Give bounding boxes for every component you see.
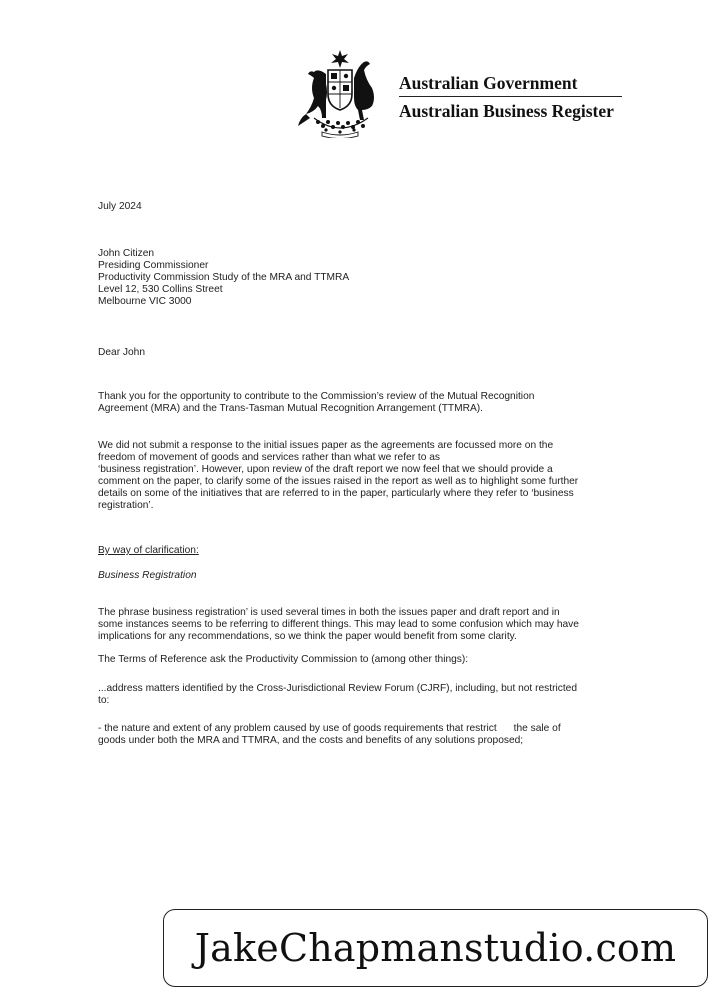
paragraph-terms-of-reference: The Terms of Reference ask the Productivity Commission to (among other things): bbox=[98, 654, 469, 665]
letterhead-divider bbox=[399, 96, 622, 97]
paragraph-line: ...address matters identified by the Cross-Jurisdictional Review Forum (CJRF), including, but not restricted bbox=[98, 683, 577, 694]
heading-clarification: By way of clarification: bbox=[98, 545, 199, 556]
letterhead-text bbox=[399, 72, 625, 122]
paragraph-line: The phrase business registration’ is used several times in both the issues paper and draft report and in bbox=[98, 607, 560, 618]
paragraph-line: details on some of the initiatives that are referred to in the paper, particularly where they refer to ‘business bbox=[98, 488, 574, 499]
commonwealth-coat-of-arms-icon bbox=[292, 48, 388, 138]
watermark-badge bbox=[163, 909, 708, 987]
letter-date: July 2024 bbox=[98, 201, 142, 212]
paragraph-line: some instances seems to be referring to different things. This may lead to some confusion which may have bbox=[98, 619, 579, 630]
paragraph-line: ‘business registration’. However, upon review of the draft report we now feel that we should provide a bbox=[98, 464, 553, 475]
paragraph-cjrf bbox=[98, 683, 628, 707]
paragraph-line: - the nature and extent of any problem caused by use of goods requirements that restrict the sale of bbox=[98, 723, 561, 734]
paragraph-line: Thank you for the opportunity to contribute to the Commission’s review of the Mutual Recognition bbox=[98, 391, 535, 402]
paragraph-intro bbox=[98, 391, 628, 415]
salutation: Dear John bbox=[98, 347, 146, 358]
paragraph-line: to: bbox=[98, 695, 110, 706]
paragraph-line: goods under both the MRA and TTMRA, and the costs and benefits of any solutions proposed; bbox=[98, 735, 524, 746]
paragraph-line: comment on the paper, to clarify some of the issues raised in the report as well as to highlight some further bbox=[98, 476, 579, 487]
agency-name: Australian Business Register bbox=[399, 101, 614, 122]
address-line: Presiding Commissioner bbox=[98, 260, 209, 271]
government-name: Australian Government bbox=[399, 73, 578, 93]
paragraph-line: freedom of movement of goods and services rather than what we refer to as bbox=[98, 452, 441, 463]
paragraph-goods-requirements bbox=[98, 723, 628, 747]
paragraph-context bbox=[98, 440, 628, 512]
address-line: John Citizen bbox=[98, 248, 155, 259]
address-line: Level 12, 530 Collins Street bbox=[98, 284, 223, 295]
paragraph-line: We did not submit a response to the initial issues paper as the agreements are focussed more on the bbox=[98, 440, 554, 451]
address-line: Melbourne VIC 3000 bbox=[98, 296, 192, 307]
recipient-address bbox=[98, 248, 349, 308]
letterhead bbox=[292, 48, 632, 138]
paragraph-line: implications for any recommendations, so we think the paper would benefit from some clarity. bbox=[98, 631, 517, 642]
heading-business-registration: Business Registration bbox=[98, 570, 197, 581]
paragraph-business-registration bbox=[98, 607, 628, 643]
watermark-text: JakeChapmanstudio.com bbox=[194, 926, 677, 970]
paragraph-line: Agreement (MRA) and the Trans-Tasman Mutual Recognition Arrangement (TTMRA). bbox=[98, 403, 484, 414]
paragraph-line: registration’. bbox=[98, 500, 154, 511]
address-line: Productivity Commission Study of the MRA and TTMRA bbox=[98, 272, 350, 283]
